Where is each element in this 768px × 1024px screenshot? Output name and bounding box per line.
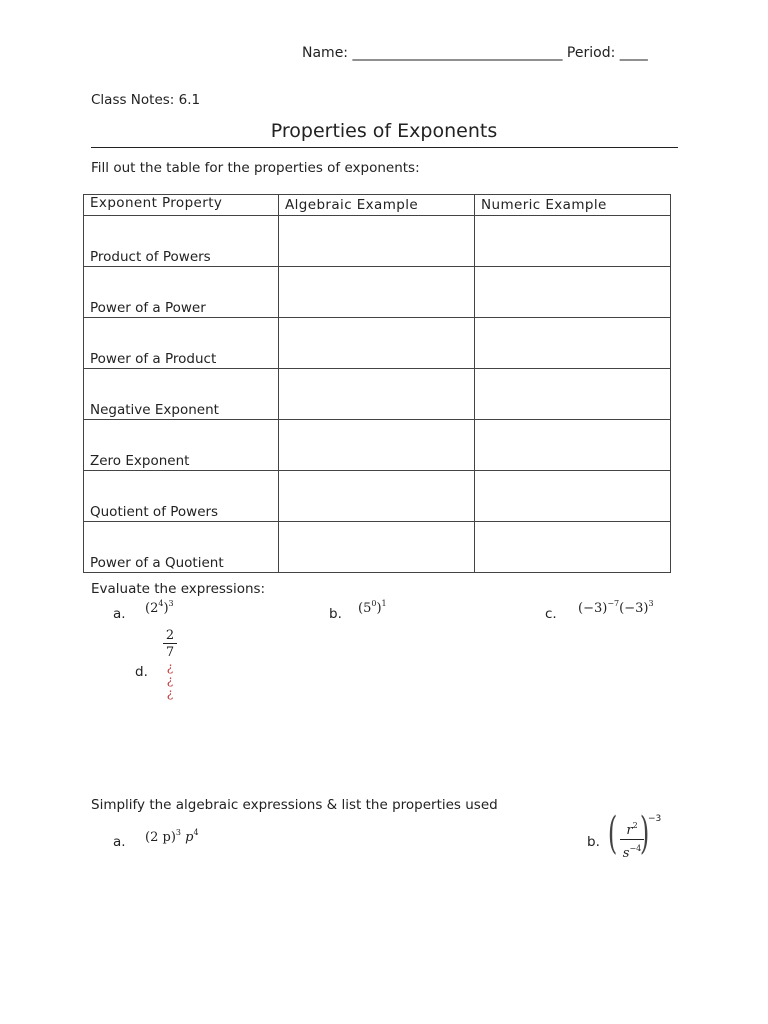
- algebraic-example-cell[interactable]: [279, 522, 475, 573]
- eval-d-label: d.: [135, 664, 148, 680]
- table-row: [84, 471, 671, 522]
- numeric-example-cell[interactable]: [475, 471, 671, 522]
- name-period-line: Name: ______________________________ Period: ____: [302, 45, 648, 61]
- table-row: [84, 267, 671, 318]
- table-instructions: Fill out the table for the properties of exponents:: [91, 160, 420, 176]
- header-algebraic-example: Algebraic Example: [279, 195, 475, 216]
- property-name: Power of a Power: [84, 267, 279, 318]
- table-row: [84, 318, 671, 369]
- table-row: [84, 369, 671, 420]
- numeric-example-cell[interactable]: [475, 420, 671, 471]
- numeric-example-cell[interactable]: [475, 318, 671, 369]
- title-underline: [91, 147, 678, 148]
- eval-d-expression: [163, 628, 177, 700]
- page-title: Properties of Exponents: [270, 120, 498, 142]
- eval-c-label: c.: [545, 606, 557, 622]
- algebraic-example-cell[interactable]: [279, 420, 475, 471]
- algebraic-example-cell[interactable]: [279, 369, 475, 420]
- algebraic-example-cell[interactable]: [279, 471, 475, 522]
- numeric-example-cell[interactable]: [475, 267, 671, 318]
- simplify-a-expression: (2 p)$^3$ $p^4$: [145, 828, 199, 845]
- header-exponent-property: Exponent Property: [84, 195, 279, 216]
- header-numeric-example: Numeric Example: [475, 195, 671, 216]
- broken-glyph: ¿: [166, 660, 174, 674]
- simplify-b-label: b.: [587, 834, 600, 850]
- eval-b-expression: $(5^0)^1$: [358, 599, 387, 616]
- algebraic-example-cell[interactable]: [279, 318, 475, 369]
- numeric-example-cell[interactable]: [475, 216, 671, 267]
- algebraic-example-cell[interactable]: [279, 267, 475, 318]
- broken-glyph: ¿: [166, 673, 174, 687]
- table-header-row: [84, 195, 671, 216]
- evaluate-heading: Evaluate the expressions:: [91, 581, 266, 597]
- property-name: Zero Exponent: [84, 420, 279, 471]
- property-name: Power of a Quotient: [84, 522, 279, 573]
- table-row: [84, 216, 671, 267]
- table-row: [84, 420, 671, 471]
- eval-b-label: b.: [329, 606, 342, 622]
- eval-c-expression: $(-3)^{-7}(-3)^3$: [578, 599, 654, 616]
- eval-a-label: a.: [113, 606, 126, 622]
- simplify-a-label: a.: [113, 834, 126, 850]
- eval-d-numerator: 2: [163, 628, 177, 644]
- eval-d-denominator: 7: [165, 645, 175, 660]
- property-name: Negative Exponent: [84, 369, 279, 420]
- algebraic-example-cell[interactable]: [279, 216, 475, 267]
- numeric-example-cell[interactable]: [475, 369, 671, 420]
- property-name: Power of a Product: [84, 318, 279, 369]
- property-name: Quotient of Powers: [84, 471, 279, 522]
- class-notes-label: Class Notes: 6.1: [91, 92, 201, 108]
- property-name: Product of Powers: [84, 216, 279, 267]
- eval-a-expression: $(2^4)^3$: [145, 599, 174, 616]
- properties-table: [83, 194, 671, 573]
- broken-glyph: ¿: [166, 686, 174, 700]
- table-row: [84, 522, 671, 573]
- numeric-example-cell[interactable]: [475, 522, 671, 573]
- simplify-heading: Simplify the algebraic expressions & list the properties used: [91, 797, 498, 813]
